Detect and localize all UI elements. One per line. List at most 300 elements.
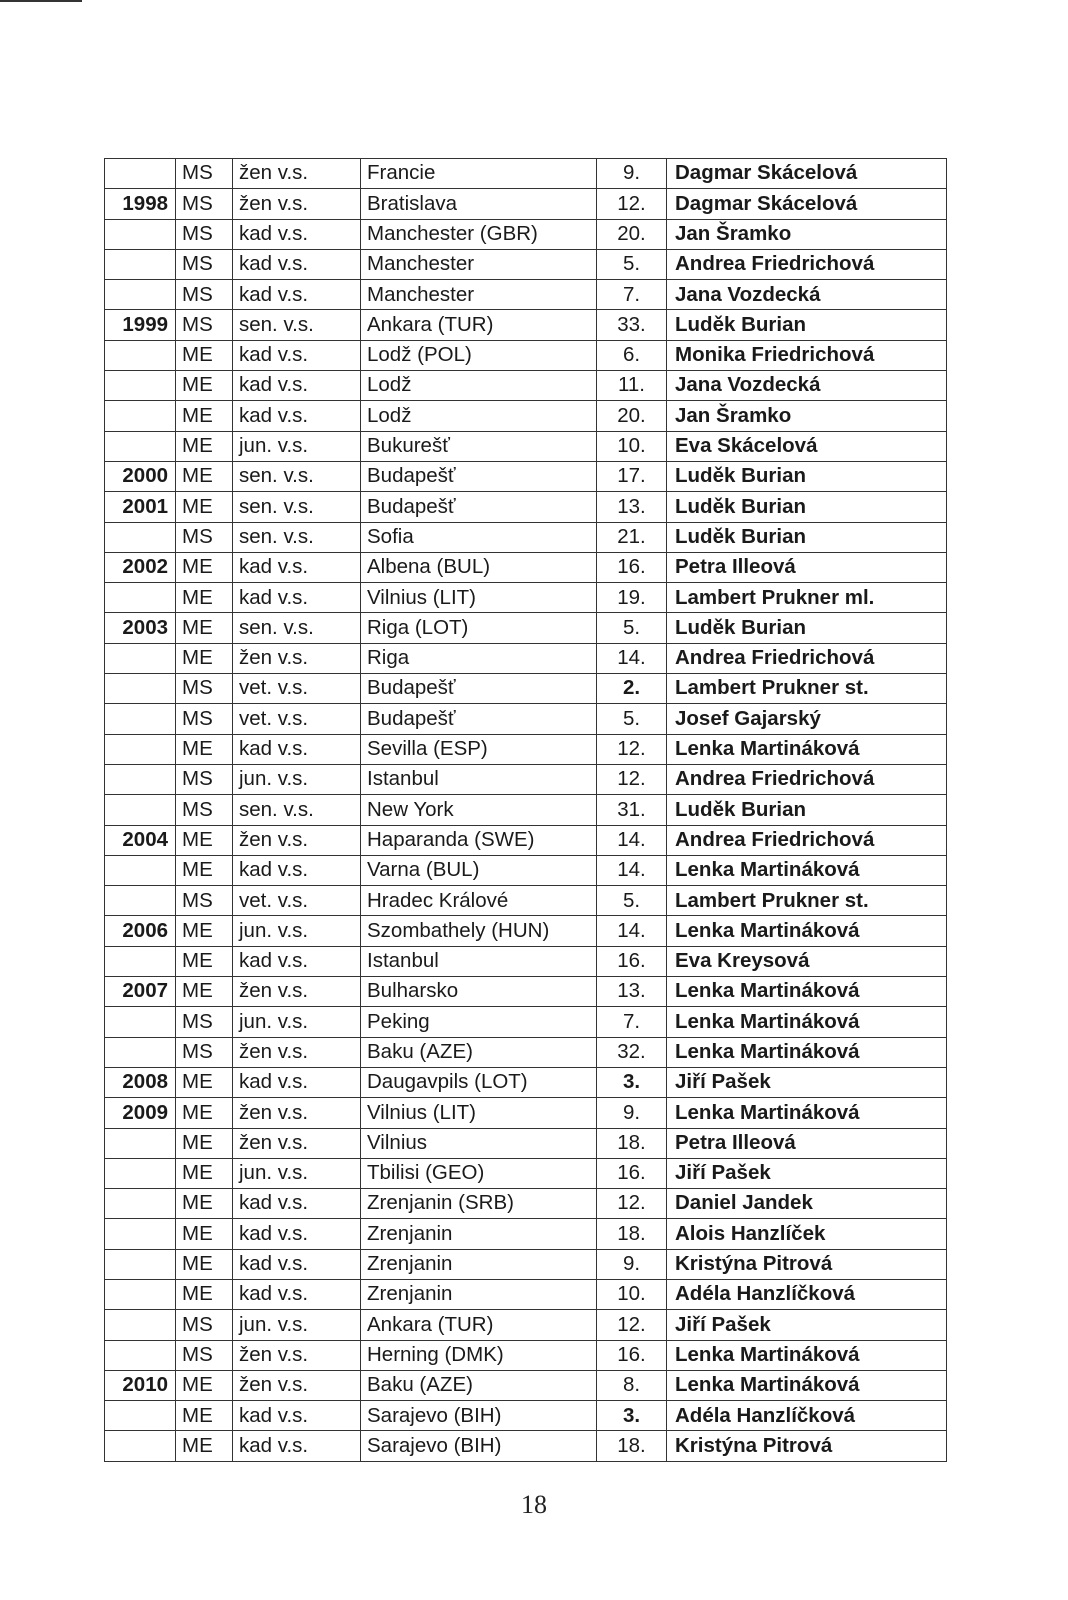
table-row <box>105 583 947 613</box>
cell-athlete: Andrea Friedrichová <box>667 643 947 673</box>
table-row <box>105 795 947 825</box>
cell-category: jun. v.s. <box>233 1310 361 1340</box>
cell-athlete: Jiří Pašek <box>667 1310 947 1340</box>
cell-category: kad v.s. <box>233 1279 361 1309</box>
cell-placement: 3. <box>597 1067 667 1097</box>
table-row <box>105 249 947 279</box>
cell-venue: Sarajevo (BIH) <box>361 1431 597 1461</box>
cell-category: jun. v.s. <box>233 764 361 794</box>
cell-championship: MS <box>176 1310 233 1340</box>
cell-venue: Budapešť <box>361 461 597 491</box>
cell-championship: ME <box>176 1067 233 1097</box>
cell-venue: Vilnius (LIT) <box>361 1098 597 1128</box>
cell-venue: Zrenjanin (SRB) <box>361 1189 597 1219</box>
cell-category: sen. v.s. <box>233 613 361 643</box>
cell-championship: MS <box>176 189 233 219</box>
table-row <box>105 1219 947 1249</box>
cell-placement: 9. <box>597 1249 667 1279</box>
cell-year <box>105 431 176 461</box>
cell-venue: Bulharsko <box>361 977 597 1007</box>
cell-athlete: Adéla Hanzlíčková <box>667 1401 947 1431</box>
cell-venue: Zrenjanin <box>361 1279 597 1309</box>
cell-year <box>105 734 176 764</box>
cell-championship: ME <box>176 461 233 491</box>
cell-championship: ME <box>176 1189 233 1219</box>
cell-championship: ME <box>176 1279 233 1309</box>
cell-venue: Lodž (POL) <box>361 340 597 370</box>
cell-category: jun. v.s. <box>233 1158 361 1188</box>
cell-year <box>105 1310 176 1340</box>
cell-category: kad v.s. <box>233 371 361 401</box>
cell-placement: 14. <box>597 643 667 673</box>
cell-athlete: Petra Illeová <box>667 1128 947 1158</box>
cell-category: žen v.s. <box>233 1370 361 1400</box>
cell-placement: 12. <box>597 189 667 219</box>
cell-athlete: Lambert Prukner st. <box>667 674 947 704</box>
cell-athlete: Jana Vozdecká <box>667 280 947 310</box>
cell-athlete: Lenka Martináková <box>667 1340 947 1370</box>
cell-venue: Lodž <box>361 401 597 431</box>
table-row <box>105 159 947 189</box>
cell-athlete: Luděk Burian <box>667 795 947 825</box>
cell-category: jun. v.s. <box>233 1007 361 1037</box>
cell-placement: 20. <box>597 401 667 431</box>
cell-championship: MS <box>176 310 233 340</box>
cell-year <box>105 1249 176 1279</box>
cell-category: žen v.s. <box>233 1128 361 1158</box>
table-row <box>105 189 947 219</box>
cell-venue: Zrenjanin <box>361 1219 597 1249</box>
cell-championship: ME <box>176 643 233 673</box>
cell-category: kad v.s. <box>233 583 361 613</box>
cell-year <box>105 795 176 825</box>
cell-athlete: Adéla Hanzlíčková <box>667 1279 947 1309</box>
cell-placement: 7. <box>597 1007 667 1037</box>
cell-category: sen. v.s. <box>233 310 361 340</box>
cell-year <box>105 1279 176 1309</box>
cell-championship: ME <box>176 431 233 461</box>
cell-placement: 2. <box>597 674 667 704</box>
table-row <box>105 916 947 946</box>
cell-year <box>105 704 176 734</box>
cell-category: kad v.s. <box>233 1401 361 1431</box>
table-row <box>105 977 947 1007</box>
cell-category: sen. v.s. <box>233 461 361 491</box>
table-row <box>105 431 947 461</box>
cell-championship: MS <box>176 280 233 310</box>
cell-year <box>105 674 176 704</box>
table-row <box>105 613 947 643</box>
cell-athlete: Lenka Martináková <box>667 916 947 946</box>
cell-category: kad v.s. <box>233 1189 361 1219</box>
results-table <box>104 158 947 1462</box>
cell-placement: 3. <box>597 1401 667 1431</box>
table-row <box>105 461 947 491</box>
table-row <box>105 401 947 431</box>
cell-venue: Zrenjanin <box>361 1249 597 1279</box>
cell-year: 2002 <box>105 552 176 582</box>
table-row <box>105 1189 947 1219</box>
cell-year <box>105 1007 176 1037</box>
table-row <box>105 1128 947 1158</box>
cell-venue: Hradec Králové <box>361 886 597 916</box>
table-row <box>105 825 947 855</box>
cell-championship: ME <box>176 552 233 582</box>
cell-venue: Daugavpils (LOT) <box>361 1067 597 1097</box>
cell-category: kad v.s. <box>233 855 361 885</box>
cell-placement: 6. <box>597 340 667 370</box>
cell-year <box>105 1037 176 1067</box>
cell-year <box>105 1158 176 1188</box>
cell-placement: 19. <box>597 583 667 613</box>
cell-athlete: Luděk Burian <box>667 492 947 522</box>
cell-championship: ME <box>176 855 233 885</box>
cell-athlete: Kristýna Pitrová <box>667 1249 947 1279</box>
cell-championship: ME <box>176 1401 233 1431</box>
cell-category: vet. v.s. <box>233 886 361 916</box>
cell-venue: Istanbul <box>361 946 597 976</box>
table-row <box>105 674 947 704</box>
cell-championship: MS <box>176 764 233 794</box>
cell-category: žen v.s. <box>233 1098 361 1128</box>
cell-championship: ME <box>176 340 233 370</box>
cell-championship: ME <box>176 583 233 613</box>
cell-year: 1998 <box>105 189 176 219</box>
cell-venue: Manchester <box>361 249 597 279</box>
cell-placement: 5. <box>597 613 667 643</box>
cell-year <box>105 1189 176 1219</box>
cell-category: kad v.s. <box>233 1249 361 1279</box>
cell-year <box>105 219 176 249</box>
cell-venue: Istanbul <box>361 764 597 794</box>
cell-category: sen. v.s. <box>233 522 361 552</box>
cell-venue: Ankara (TUR) <box>361 1310 597 1340</box>
cell-championship: ME <box>176 946 233 976</box>
cell-venue: Manchester (GBR) <box>361 219 597 249</box>
cell-athlete: Lenka Martináková <box>667 1370 947 1400</box>
table-row <box>105 340 947 370</box>
table-row <box>105 886 947 916</box>
table-row <box>105 946 947 976</box>
cell-category: jun. v.s. <box>233 916 361 946</box>
cell-championship: MS <box>176 886 233 916</box>
cell-athlete: Jan Šramko <box>667 219 947 249</box>
cell-championship: ME <box>176 1370 233 1400</box>
cell-venue: Vilnius (LIT) <box>361 583 597 613</box>
cell-venue: Varna (BUL) <box>361 855 597 885</box>
cell-category: kad v.s. <box>233 1219 361 1249</box>
cell-placement: 16. <box>597 1158 667 1188</box>
cell-category: kad v.s. <box>233 1431 361 1461</box>
cell-category: kad v.s. <box>233 401 361 431</box>
cell-athlete: Jan Šramko <box>667 401 947 431</box>
cell-year: 1999 <box>105 310 176 340</box>
cell-category: sen. v.s. <box>233 795 361 825</box>
table-row <box>105 704 947 734</box>
cell-championship: MS <box>176 1037 233 1067</box>
cell-athlete: Lenka Martináková <box>667 977 947 1007</box>
cell-placement: 5. <box>597 886 667 916</box>
table-row <box>105 552 947 582</box>
top-rule <box>0 0 82 2</box>
cell-year <box>105 1340 176 1370</box>
cell-championship: MS <box>176 522 233 552</box>
cell-championship: MS <box>176 249 233 279</box>
cell-athlete: Lambert Prukner ml. <box>667 583 947 613</box>
cell-year: 2009 <box>105 1098 176 1128</box>
cell-venue: Sofia <box>361 522 597 552</box>
cell-venue: Ankara (TUR) <box>361 310 597 340</box>
cell-year: 2007 <box>105 977 176 1007</box>
cell-championship: MS <box>176 704 233 734</box>
cell-athlete: Lenka Martináková <box>667 855 947 885</box>
cell-category: žen v.s. <box>233 1037 361 1067</box>
table-row <box>105 1067 947 1097</box>
cell-placement: 31. <box>597 795 667 825</box>
table-row <box>105 1098 947 1128</box>
cell-venue: Budapešť <box>361 674 597 704</box>
cell-category: žen v.s. <box>233 189 361 219</box>
cell-category: vet. v.s. <box>233 704 361 734</box>
cell-placement: 17. <box>597 461 667 491</box>
cell-athlete: Jana Vozdecká <box>667 371 947 401</box>
cell-placement: 16. <box>597 1340 667 1370</box>
cell-athlete: Josef Gajarský <box>667 704 947 734</box>
cell-placement: 12. <box>597 1310 667 1340</box>
cell-athlete: Luděk Burian <box>667 613 947 643</box>
cell-athlete: Dagmar Skácelová <box>667 159 947 189</box>
cell-venue: Budapešť <box>361 492 597 522</box>
cell-venue: Francie <box>361 159 597 189</box>
cell-venue: Haparanda (SWE) <box>361 825 597 855</box>
table-row <box>105 734 947 764</box>
cell-championship: ME <box>176 492 233 522</box>
cell-championship: ME <box>176 1098 233 1128</box>
cell-athlete: Lenka Martináková <box>667 734 947 764</box>
results-table-body <box>105 159 947 1462</box>
cell-category: kad v.s. <box>233 734 361 764</box>
cell-venue: Albena (BUL) <box>361 552 597 582</box>
cell-category: jun. v.s. <box>233 431 361 461</box>
cell-championship: ME <box>176 401 233 431</box>
cell-athlete: Andrea Friedrichová <box>667 764 947 794</box>
cell-placement: 8. <box>597 1370 667 1400</box>
cell-venue: Riga (LOT) <box>361 613 597 643</box>
cell-year: 2004 <box>105 825 176 855</box>
cell-championship: MS <box>176 1007 233 1037</box>
cell-venue: Baku (AZE) <box>361 1037 597 1067</box>
cell-category: kad v.s. <box>233 340 361 370</box>
cell-placement: 18. <box>597 1431 667 1461</box>
cell-venue: Peking <box>361 1007 597 1037</box>
cell-championship: ME <box>176 916 233 946</box>
table-row <box>105 643 947 673</box>
cell-venue: Sevilla (ESP) <box>361 734 597 764</box>
table-row <box>105 1370 947 1400</box>
cell-venue: Manchester <box>361 280 597 310</box>
cell-placement: 12. <box>597 1189 667 1219</box>
cell-year <box>105 159 176 189</box>
cell-championship: ME <box>176 1128 233 1158</box>
cell-year <box>105 946 176 976</box>
cell-venue: Szombathely (HUN) <box>361 916 597 946</box>
cell-placement: 14. <box>597 855 667 885</box>
cell-category: žen v.s. <box>233 1340 361 1370</box>
cell-athlete: Luděk Burian <box>667 310 947 340</box>
table-row <box>105 371 947 401</box>
table-row <box>105 1310 947 1340</box>
cell-year <box>105 643 176 673</box>
cell-athlete: Andrea Friedrichová <box>667 249 947 279</box>
cell-championship: ME <box>176 1158 233 1188</box>
cell-placement: 16. <box>597 946 667 976</box>
cell-athlete: Dagmar Skácelová <box>667 189 947 219</box>
cell-championship: ME <box>176 977 233 1007</box>
cell-category: žen v.s. <box>233 643 361 673</box>
cell-year <box>105 583 176 613</box>
cell-venue: Sarajevo (BIH) <box>361 1401 597 1431</box>
cell-venue: Bukurešť <box>361 431 597 461</box>
cell-year <box>105 522 176 552</box>
table-row <box>105 1249 947 1279</box>
cell-category: kad v.s. <box>233 219 361 249</box>
table-row <box>105 219 947 249</box>
table-row <box>105 280 947 310</box>
cell-placement: 5. <box>597 704 667 734</box>
cell-category: kad v.s. <box>233 1067 361 1097</box>
cell-championship: ME <box>176 371 233 401</box>
cell-placement: 13. <box>597 492 667 522</box>
cell-placement: 7. <box>597 280 667 310</box>
cell-category: kad v.s. <box>233 946 361 976</box>
cell-athlete: Alois Hanzlíček <box>667 1219 947 1249</box>
cell-venue: Lodž <box>361 371 597 401</box>
cell-placement: 20. <box>597 219 667 249</box>
table-row <box>105 1279 947 1309</box>
cell-category: kad v.s. <box>233 280 361 310</box>
cell-placement: 10. <box>597 1279 667 1309</box>
cell-championship: MS <box>176 795 233 825</box>
table-row <box>105 1401 947 1431</box>
cell-athlete: Luděk Burian <box>667 461 947 491</box>
table-row <box>105 492 947 522</box>
table-row <box>105 1007 947 1037</box>
cell-year: 2008 <box>105 1067 176 1097</box>
cell-placement: 12. <box>597 764 667 794</box>
cell-championship: ME <box>176 825 233 855</box>
cell-athlete: Lambert Prukner st. <box>667 886 947 916</box>
cell-placement: 18. <box>597 1128 667 1158</box>
cell-championship: MS <box>176 219 233 249</box>
cell-athlete: Luděk Burian <box>667 522 947 552</box>
cell-year <box>105 280 176 310</box>
cell-year: 2003 <box>105 613 176 643</box>
cell-venue: Vilnius <box>361 1128 597 1158</box>
cell-category: kad v.s. <box>233 552 361 582</box>
cell-placement: 14. <box>597 916 667 946</box>
cell-venue: New York <box>361 795 597 825</box>
table-row <box>105 1158 947 1188</box>
cell-year <box>105 249 176 279</box>
cell-placement: 12. <box>597 734 667 764</box>
page-number: 18 <box>521 1490 547 1519</box>
cell-placement: 33. <box>597 310 667 340</box>
cell-athlete: Monika Friedrichová <box>667 340 947 370</box>
cell-year <box>105 401 176 431</box>
cell-venue: Budapešť <box>361 704 597 734</box>
cell-athlete: Lenka Martináková <box>667 1007 947 1037</box>
cell-athlete: Eva Skácelová <box>667 431 947 461</box>
cell-venue: Baku (AZE) <box>361 1370 597 1400</box>
cell-year <box>105 1219 176 1249</box>
cell-year <box>105 855 176 885</box>
cell-category: vet. v.s. <box>233 674 361 704</box>
cell-venue: Riga <box>361 643 597 673</box>
cell-year <box>105 1431 176 1461</box>
cell-category: žen v.s. <box>233 977 361 1007</box>
cell-category: kad v.s. <box>233 249 361 279</box>
cell-placement: 11. <box>597 371 667 401</box>
cell-placement: 9. <box>597 159 667 189</box>
cell-placement: 14. <box>597 825 667 855</box>
table-row <box>105 855 947 885</box>
cell-year <box>105 886 176 916</box>
cell-placement: 21. <box>597 522 667 552</box>
cell-athlete: Lenka Martináková <box>667 1098 947 1128</box>
cell-category: žen v.s. <box>233 825 361 855</box>
cell-championship: MS <box>176 1340 233 1370</box>
cell-athlete: Andrea Friedrichová <box>667 825 947 855</box>
cell-year <box>105 1401 176 1431</box>
cell-year <box>105 1128 176 1158</box>
cell-championship: MS <box>176 159 233 189</box>
cell-championship: ME <box>176 1219 233 1249</box>
cell-championship: ME <box>176 613 233 643</box>
cell-year: 2000 <box>105 461 176 491</box>
cell-year <box>105 340 176 370</box>
table-row <box>105 1340 947 1370</box>
cell-year: 2001 <box>105 492 176 522</box>
cell-championship: MS <box>176 674 233 704</box>
cell-athlete: Eva Kreysová <box>667 946 947 976</box>
cell-placement: 18. <box>597 1219 667 1249</box>
cell-year <box>105 764 176 794</box>
cell-athlete: Daniel Jandek <box>667 1189 947 1219</box>
cell-category: sen. v.s. <box>233 492 361 522</box>
cell-category: žen v.s. <box>233 159 361 189</box>
cell-championship: ME <box>176 1249 233 1279</box>
cell-athlete: Jiří Pašek <box>667 1158 947 1188</box>
cell-venue: Bratislava <box>361 189 597 219</box>
cell-year: 2010 <box>105 1370 176 1400</box>
cell-placement: 5. <box>597 249 667 279</box>
cell-athlete: Kristýna Pitrová <box>667 1431 947 1461</box>
cell-year <box>105 371 176 401</box>
cell-venue: Tbilisi (GEO) <box>361 1158 597 1188</box>
cell-championship: ME <box>176 1431 233 1461</box>
cell-placement: 16. <box>597 552 667 582</box>
cell-athlete: Petra Illeová <box>667 552 947 582</box>
cell-venue: Herning (DMK) <box>361 1340 597 1370</box>
cell-placement: 32. <box>597 1037 667 1067</box>
cell-placement: 10. <box>597 431 667 461</box>
cell-championship: ME <box>176 734 233 764</box>
table-row <box>105 522 947 552</box>
cell-placement: 13. <box>597 977 667 1007</box>
table-row <box>105 1037 947 1067</box>
cell-year: 2006 <box>105 916 176 946</box>
table-row <box>105 310 947 340</box>
